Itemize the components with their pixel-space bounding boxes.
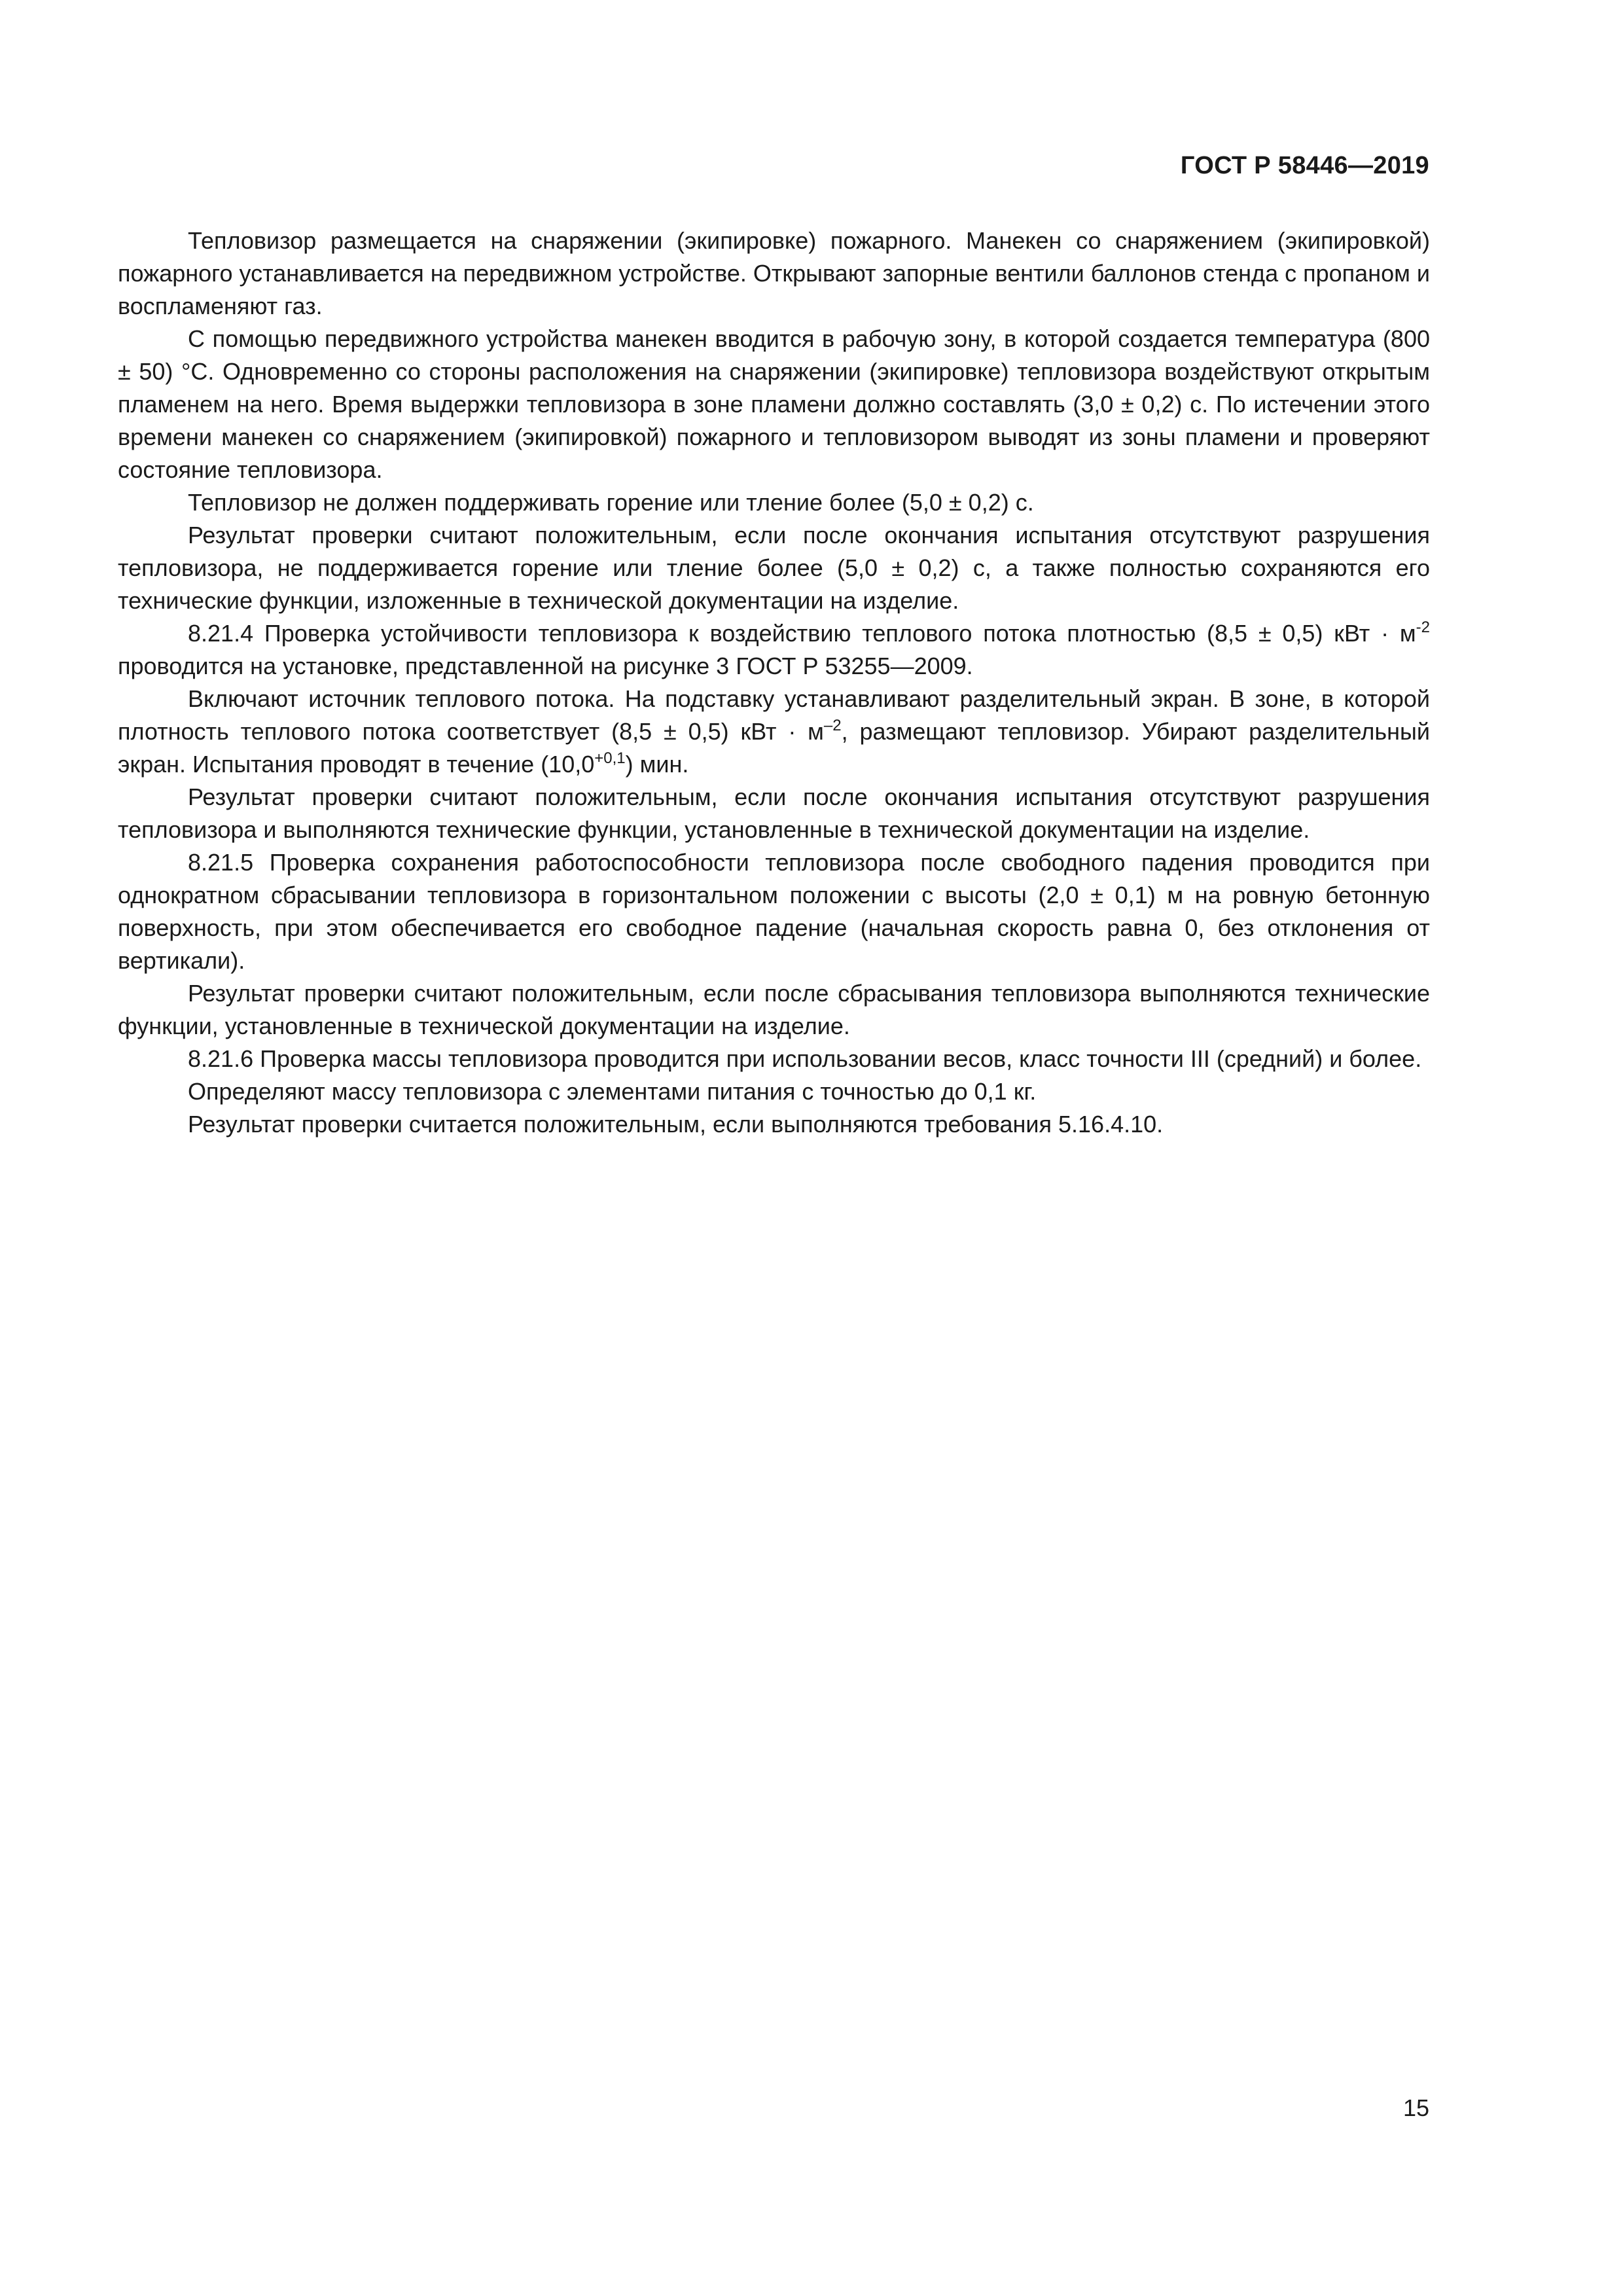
paragraph-8-21-4 [118, 617, 1430, 683]
page-number: 15 [1402, 2094, 1429, 2121]
paragraph-flame-result: Результат проверки считают положительным, если после окончания испытания отсутствуют разрушения тепловизора, не поддерживается горение или тление более (5,0 ± 0,2) с, а также полностью сохраняются его технические функции, изложенные в технической документации на изделие. [118, 522, 1430, 614]
paragraph-burning-limit: Тепловизор не должен поддерживать горение или тление более (5,0 ± 0,2) с. [188, 489, 1034, 516]
paragraph-heat-flux-procedure [118, 683, 1430, 781]
superscript-tolerance: +0,1 [594, 749, 626, 767]
superscript-exponent: –2 [823, 717, 842, 734]
text-fragment: ) мин. [625, 751, 689, 778]
paragraph-mounting: Тепловизор размещается на снаряжении (экипировке) пожарного. Манекен со снаряжением (экипировкой) пожарного устанавливается на передвижном устройстве. Открывают запорные вентили баллонов стенда с пропаном и воспламеняют газ. [118, 227, 1430, 319]
paragraph-flame-exposure: С помощью передвижного устройства манекен вводится в рабочую зону, в которой создается температура (800 ± 50) °С. Одновременно со стороны расположения на снаряжении (экипировке) тепловизора воздействуют открытым пламенем на него. Время выдержки тепловизора в зоне пламени должно составлять (3,0 ± 0,2) с. По истечении этого времени манекен со снаряжением (экипировкой) пожарного и тепловизором выводят из зоны пламени и проверяют состояние тепловизора. [118, 325, 1430, 483]
paragraph-mass-result: Результат проверки считается положительным, если выполняются требования 5.16.4.10. [188, 1111, 1164, 1138]
paragraph-8-21-6: 8.21.6 Проверка массы тепловизора проводится при использовании весов, класс точности III (средний) и более. [188, 1045, 1422, 1072]
paragraph-heat-result: Результат проверки считают положительным, если после окончания испытания отсутствуют разрушения тепловизора и выполняются технические функции, установленные в технической документации на изделие. [118, 783, 1430, 843]
text-fragment: Включают источник теплового потока. На подставку устанавливают разделительный экран. В зоне, в которой плотность теплового потока соответствует (8,5 ± 0,5) кВт · м [118, 685, 1430, 745]
superscript-exponent: -2 [1416, 619, 1430, 636]
text-fragment: 8.21.4 Проверка устойчивости тепловизора к воздействию теплового потока плотностью (8,5 ± 0,5) кВт · м [188, 620, 1416, 647]
paragraph-8-21-5: 8.21.5 Проверка сохранения работоспособности тепловизора после свободного падения проводится при однократном сбрасывании тепловизора в горизонтальном положении с высоты (2,0 ± 0,1) м на ровную бетонную поверхность, при этом обеспечивается его свободное падение (начальная скорость равна 0, без отклонения от вертикали). [118, 849, 1430, 974]
paragraph-mass-determination: Определяют массу тепловизора с элементами питания с точностью до 0,1 кг. [188, 1078, 1037, 1105]
text-fragment: проводится на установке, представленной на рисунке 3 ГОСТ Р 53255—2009. [118, 653, 973, 679]
paragraph-drop-result: Результат проверки считают положительным, если после сбрасывания тепловизора выполняются технические функции, установленные в технической документации на изделие. [118, 980, 1430, 1039]
document-body [118, 224, 1430, 1141]
text-fragment: , размещают тепловизор. Убирают разделительный экран. Испытания проводят в течение (10,0 [118, 718, 1430, 778]
document-standard-header: ГОСТ Р 58446—2019 [1180, 152, 1429, 179]
